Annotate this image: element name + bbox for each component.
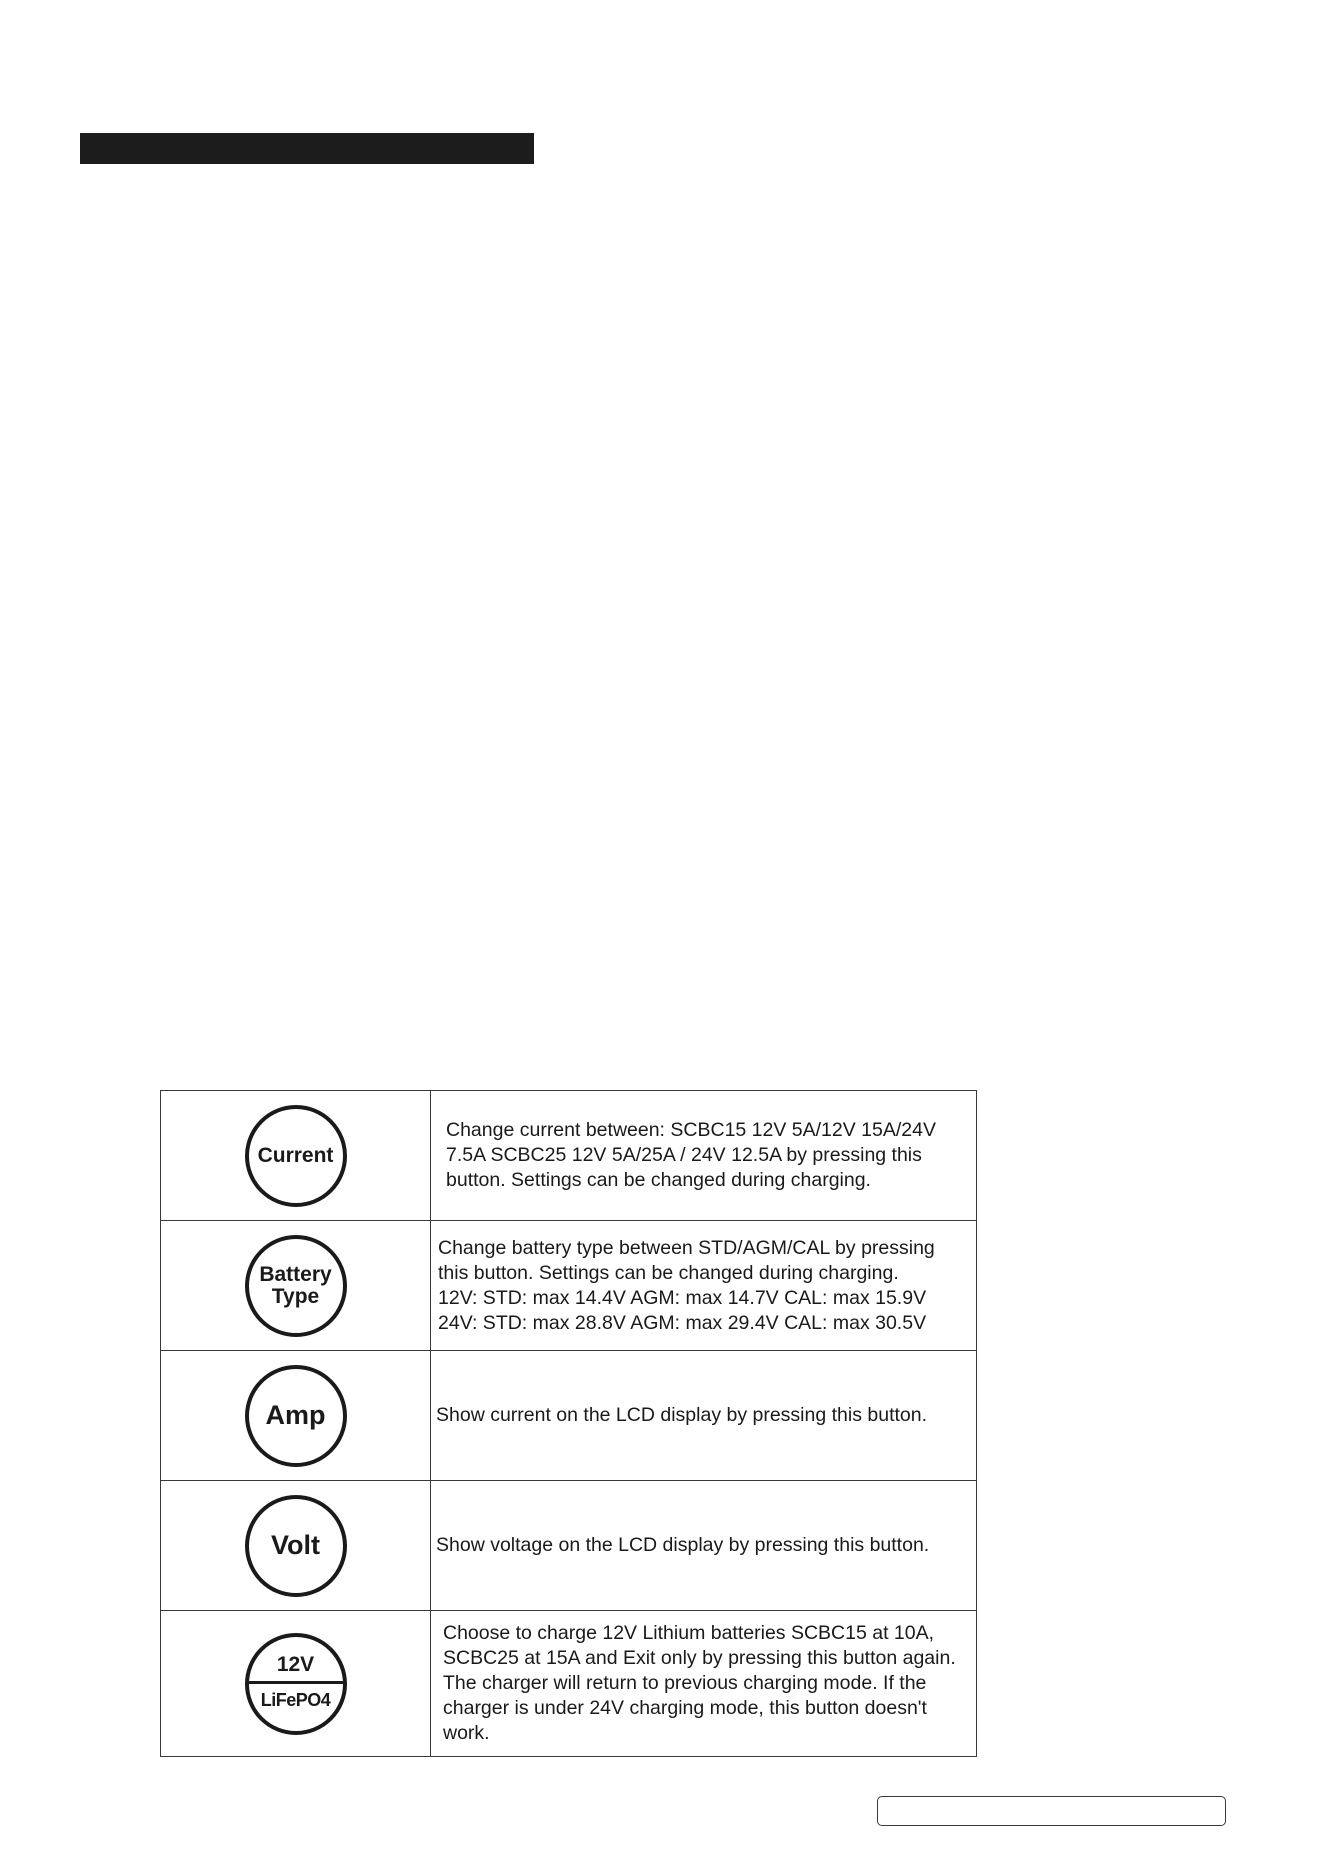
button-label-line: Battery bbox=[259, 1262, 332, 1286]
icon-cell bbox=[161, 1481, 431, 1611]
battery-type-description: Change battery type between STD/AGM/CAL by pressing this button. Settings can be changed during charging. bbox=[438, 1236, 935, 1284]
table-row bbox=[161, 1351, 977, 1481]
icon-cell bbox=[161, 1091, 431, 1221]
icon-cell bbox=[161, 1221, 431, 1351]
icon-cell bbox=[161, 1351, 431, 1481]
current-description: Change current between: SCBC15 12V 5A/12V 15A/24V 7.5A SCBC25 12V 5A/25A / 24V 12.5A by pressing this button. Settings can be changed during charging. bbox=[446, 1119, 936, 1191]
volt-button-icon bbox=[245, 1495, 347, 1597]
section-header-bar bbox=[80, 133, 534, 164]
table-row bbox=[161, 1091, 977, 1221]
battery-type-12v-limits: 12V: STD: max 14.4V AGM: max 14.7V CAL: max 15.9V bbox=[438, 1286, 927, 1309]
battery-type-button-icon bbox=[245, 1235, 347, 1337]
table-row bbox=[161, 1221, 977, 1351]
page-number-box bbox=[877, 1796, 1226, 1826]
lifepo4-button-icon bbox=[245, 1633, 347, 1735]
table-row bbox=[161, 1611, 977, 1757]
amp-button-icon bbox=[245, 1365, 347, 1467]
description-cell bbox=[431, 1221, 977, 1351]
button-functions-table bbox=[160, 1090, 977, 1757]
amp-description: Show current on the LCD display by pressing this button. bbox=[436, 1404, 928, 1426]
description-cell bbox=[431, 1611, 977, 1757]
icon-cell bbox=[161, 1611, 431, 1757]
button-label: Current bbox=[257, 1143, 334, 1167]
description-cell bbox=[431, 1091, 977, 1221]
description-cell bbox=[431, 1481, 977, 1611]
button-label-bottom: LiFePO4 bbox=[260, 1689, 331, 1710]
button-label: Amp bbox=[265, 1400, 326, 1430]
table-row bbox=[161, 1481, 977, 1611]
current-button-icon bbox=[245, 1105, 347, 1207]
description-cell bbox=[431, 1351, 977, 1481]
button-label-line: Type bbox=[271, 1284, 320, 1308]
volt-description: Show voltage on the LCD display by pressing this button. bbox=[436, 1534, 930, 1556]
button-label: Volt bbox=[271, 1530, 320, 1560]
button-label-top: 12V bbox=[249, 1637, 343, 1684]
lifepo4-description: Choose to charge 12V Lithium batteries SCBC15 at 10A, SCBC25 at 15A and Exit only by pressing this button again. The charger will return to previous charging mode. If the charger is under 24V charging mode, this button doesn't work. bbox=[443, 1622, 956, 1744]
battery-type-24v-limits: 24V: STD: max 28.8V AGM: max 29.4V CAL: max 30.5V bbox=[438, 1311, 927, 1334]
